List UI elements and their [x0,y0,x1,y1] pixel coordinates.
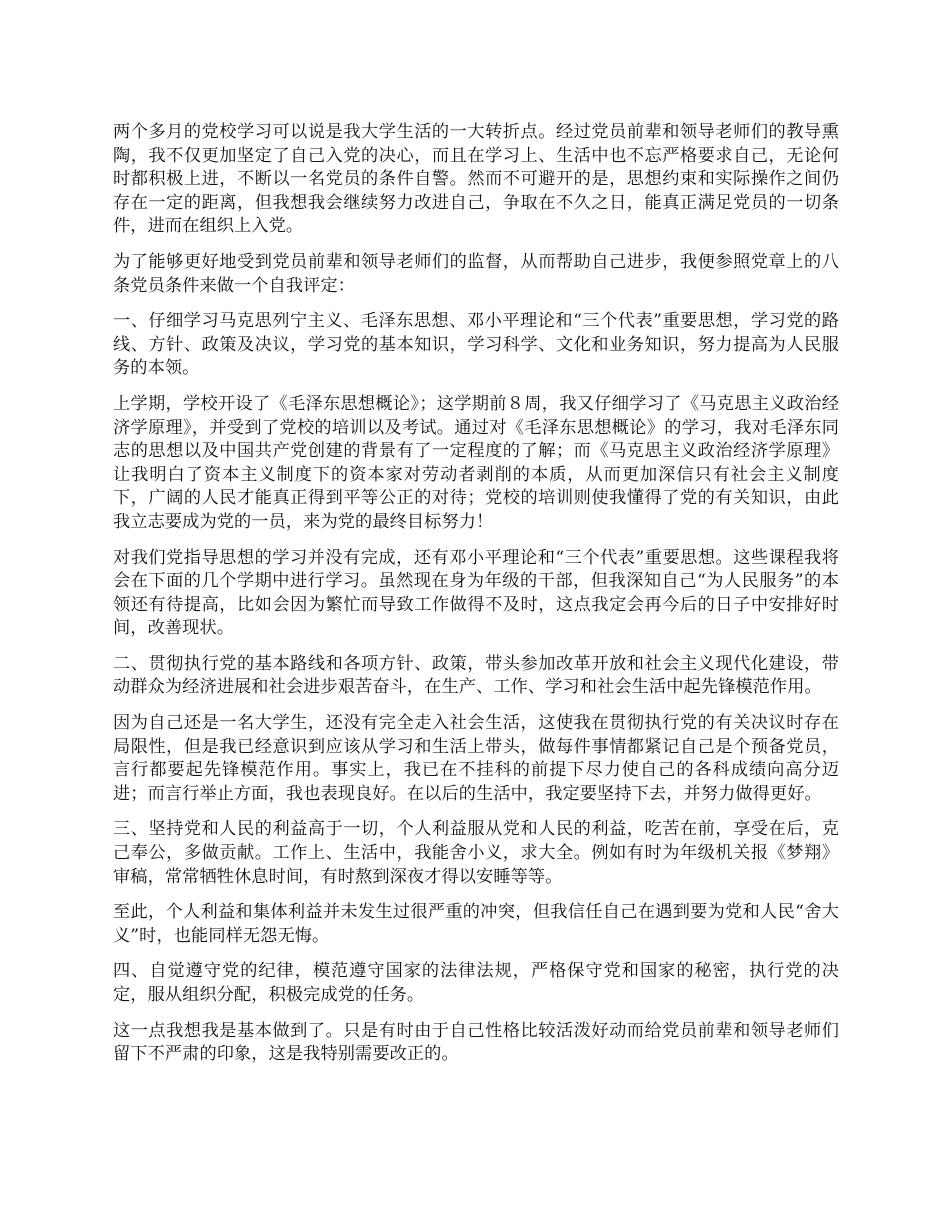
paragraph: 三、坚持党和人民的利益高于一切，个人利益服从党和人民的利益，吃苦在前，享受在后，克己奉公，多做贡献。工作上、生活中，我能舍小义，求大全。例如有时为年级机关报《梦翔》审稿，常常牺牲休息时间，有时熬到深夜才得以安睡等等。 [113,819,839,887]
paragraph: 二、贯彻执行党的基本路线和各项方针、政策，带头参加改革开放和社会主义现代化建设，带动群众为经济进展和社会进步艰苦奋斗，在生产、工作、学习和社会生活中起先锋模范作用。 [113,653,839,698]
paragraph: 一、仔细学习马克思列宁主义、毛泽东思想、邓小平理论和“三个代表”重要思想，学习党的路线、方针、政策及决议，学习党的基本知识，学习科学、文化和业务知识，努力提高为人民服务的本领。 [113,311,839,379]
paragraph: 两个多月的党校学习可以说是我大学生活的一大转折点。经过党员前辈和领导老师们的教导熏陶，我不仅更加坚定了自己入党的决心，而且在学习上、生活中也不忘严格要求自己，无论何时都积极上进，不断以一名党员的条件自警。然而不可避开的是，思想约束和实际操作之间仍存在一定的距离，但我想我会继续努力改进自己，争取在不久之日，能真正满足党员的一切条件，进而在组织上入党。 [113,122,839,237]
paragraph: 上学期，学校开设了《毛泽东思想概论》；这学期前８周，我又仔细学习了《马克思主义政治经济学原理》，并受到了党校的培训以及考试。通过对《毛泽东思想概论》的学习，我对毛泽东同志的思想以及中国共产党创建的背景有了一定程度的了解；而《马克思主义政治经济学原理》让我明白了资本主义制度下的资本家对劳动者剥削的本质，从而更加深信只有社会主义制度下，广阔的人民才能真正得到平等公正的对待；党校的培训则使我懂得了党的有关知识，由此我立志要成为党的一员，来为党的最终目标努力！ [113,393,839,532]
paragraph: 至此，个人利益和集体利益并未发生过很严重的冲突，但我信任自己在遇到要为党和人民“舍大义”时，也能同样无怨无悔。 [113,902,839,946]
paragraph: 因为自己还是一名大学生，还没有完全走入社会生活，这使我在贯彻执行党的有关决议时存在局限性，但是我已经意识到应该从学习和生活上带头，做每件事情都紧记自己是个预备党员，言行都要起先锋模范作用。事实上，我已在不挂科的前提下尽力使自己的各科成绩向高分迈进；而言行举止方面，我也表现良好。在以后的生活中，我定要坚持下去，并努力做得更好。 [113,713,839,804]
paragraph: 对我们党指导思想的学习并没有完成，还有邓小平理论和“三个代表”重要思想。这些课程我将会在下面的几个学期中进行学习。虽然现在身为年级的干部，但我深知自己“为人民服务”的本领还有待提高，比如会因为繁忙而导致工作做得不及时，这点我定会再今后的日子中安排好时间，改善现状。 [113,547,839,639]
paragraph: 四、自觉遵守党的纪律，模范遵守国家的法律法规，严格保守党和国家的秘密，执行党的决定，服从组织分配，积极完成党的任务。 [113,961,839,1005]
document-body [113,121,839,1079]
paragraph: 这一点我想我是基本做到了。只是有时由于自己性格比较活泼好动而给党员前辈和领导老师们留下不严肃的印象，这是我特别需要改正的。 [113,1020,839,1065]
paragraph: 为了能够更好地受到党员前辈和领导老师们的监督，从而帮助自己进步，我便参照党章上的八条党员条件来做一个自我评定： [113,251,839,296]
